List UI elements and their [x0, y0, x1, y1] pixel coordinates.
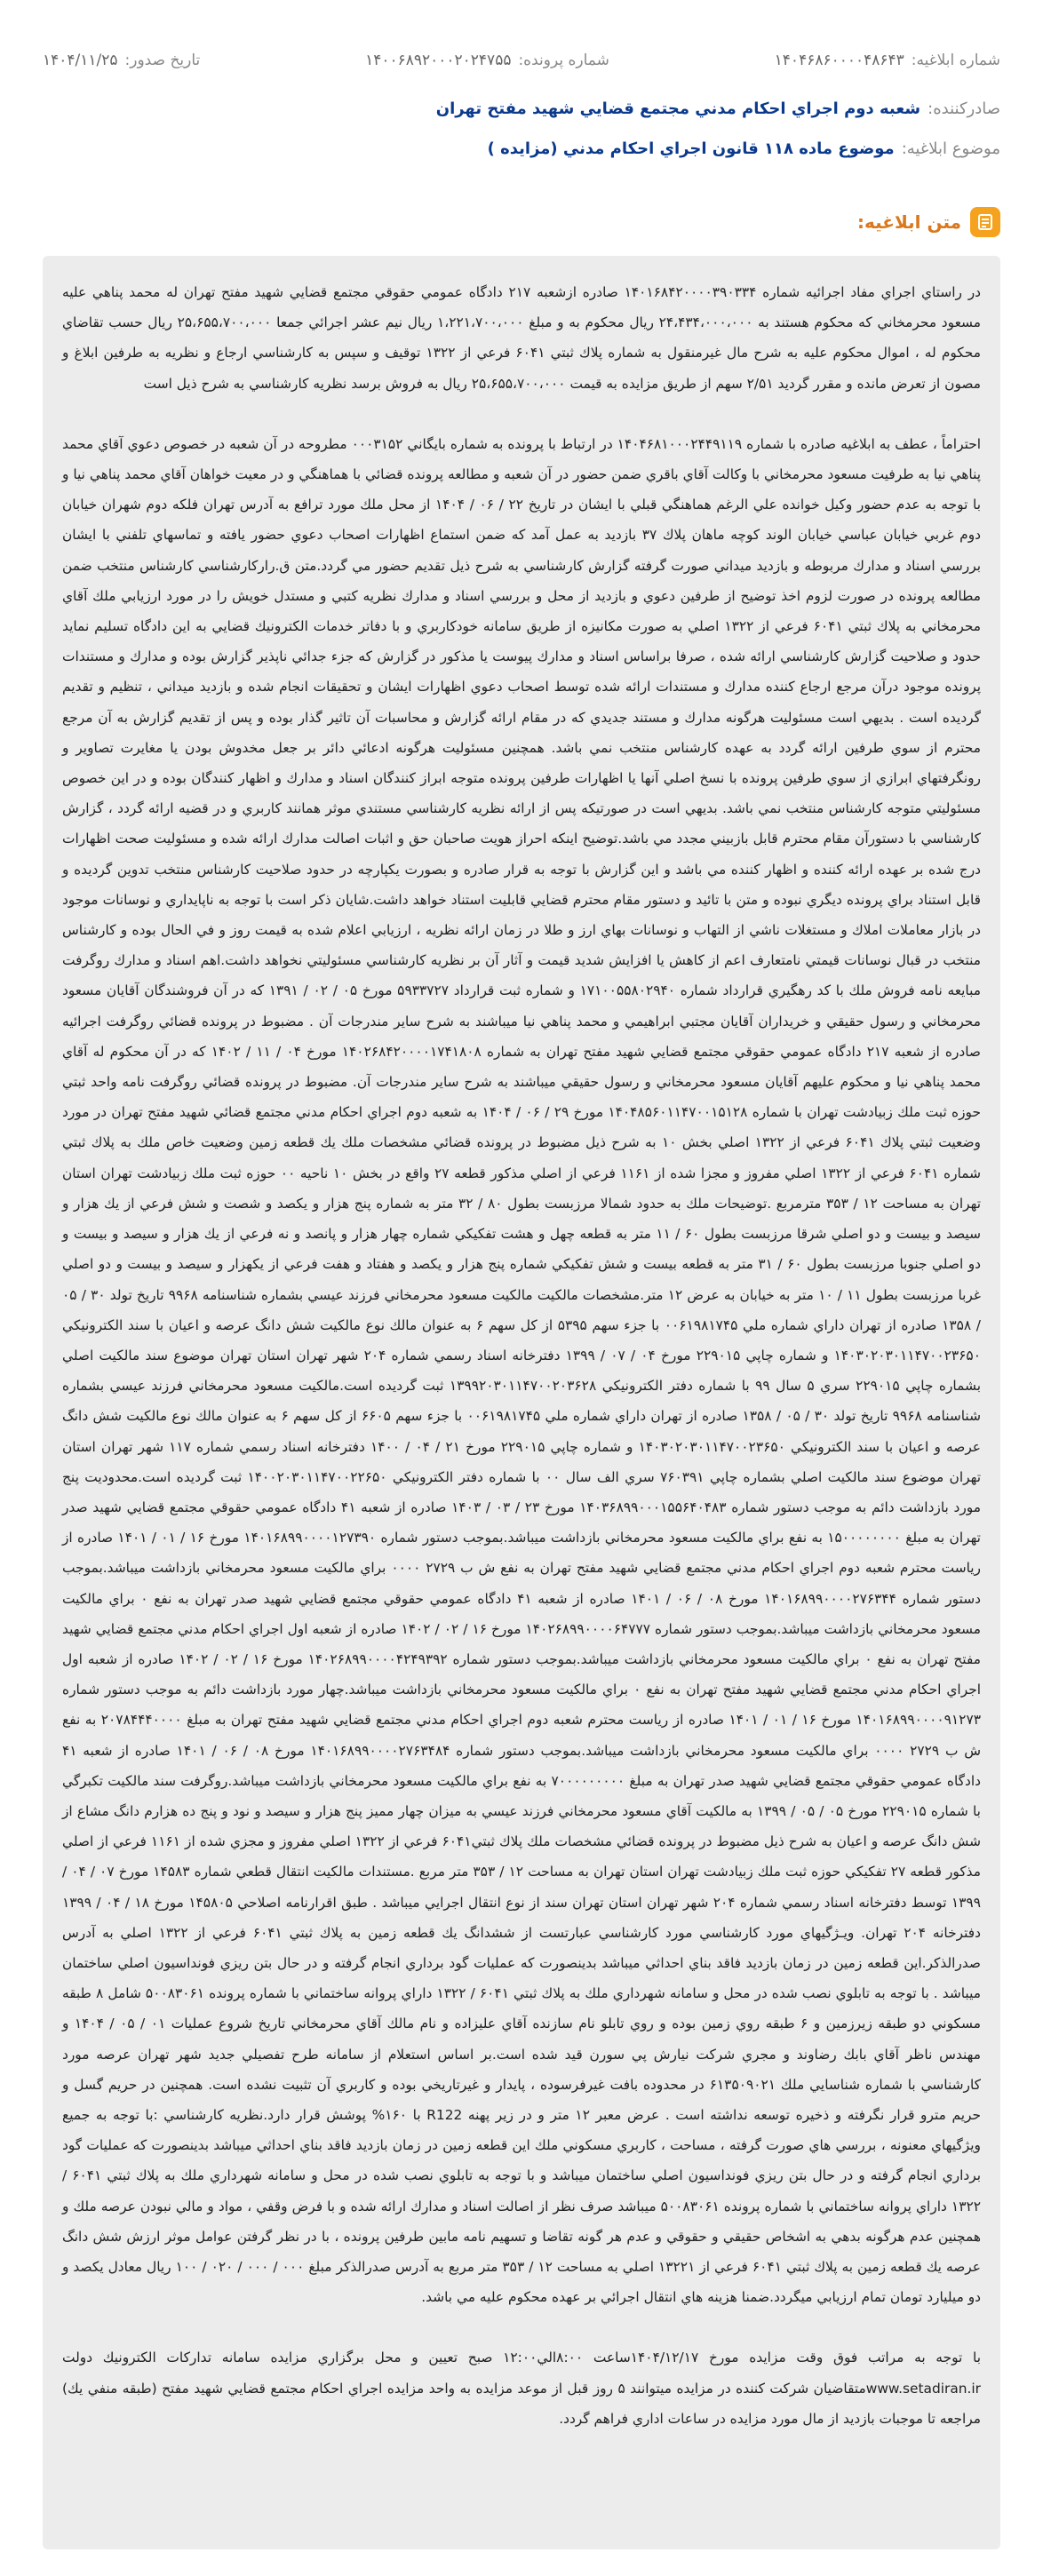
document-text-icon [970, 207, 1000, 237]
issue-date-label: تاریخ صدور: [124, 52, 201, 69]
notice-paragraph-expert-report: احتراماً ، عطف به ابلاغيه صادره با شماره ۱۴۰۴۶۸۱۰۰۰۲۴۴۹۱۱۹ در ارتباط با پرونده به شماره بايگاني ۰۰۰۳۱۵۲ مطروحه در آن شعبه در خصوص دعوي آقاي محمد پناهي نيا به طرفيت مسعود محرمخاني با وكالت آقاي باقري ضمن حضور در آن شعبه و مطالعه پرونده قضائي با هماهنگي و در معيت خواهان آقاي محمد پناهي نيا و با توجه به عدم حضور وكيل خوانده علي الرغم هماهنگي قبلي با ايشان در تاريخ ۲۲ / ۰۶ / ۱۴۰۴ از محل ملك مورد ترافع به آدرس تهران فلكه دوم شهران خيابان دوم غربي خيابان عباسي خيابان الوند كوچه ماهان پلاك ۳۷ بازديد به عمل آمد كه ضمن استماع اظهارات اصحاب دعوي حضور يافته و تماسهاي تلفني با ايشان بررسي اسناد و مدارك مربوطه و بازديد ميداني صورت گرفته گزارش كارشناسي به شرح ذيل تقديم حضور مي گردد.متن ق.راركارشناسي كارشناس منتخب ضمن مطالعه پرونده در صورت لزوم اخذ توضيح از طرفين دعوي و بازديد از محل و بررسي اسناد و مدارك نظريه كتبي و مستدل خويش را در مورد ارزيابي ملك آقاي محرمخاني به پلاك ثبتي ۶۰۴۱ فرعي از ۱۳۲۲ اصلي به صورت مكانيزه از طريق سامانه خودكاربري و با دفاتر خدمات الكترونيك قضايي به اين دادگاه تسليم نمايد حدود و صلاحيت گزارش كارشناسي ارائه شده ، صرفا براساس اسناد و مدارك پيوست يا مذكور در گزارش كه جزء جدائي ناپذير گزارش بوده و مدارك و مستندات پرونده موجود درآن مرجع ارجاع كننده مدارك و مستندات ارائه شده توسط اصحاب دعوي اظهارات ايشان و تحقيقات انجام شده و بازديد ميداني ، تنظيم و تقديم گرديده است . بديهي است مسئوليت هرگونه مدارك و مستند جديدي كه در مقام ارائه گزارش و محاسبات آن تاثير گذار بوده و پس از تقديم گزارش به آن مرجع محترم از سوي طرفين ارائه گردد به عهده كارشناس منتخب نمي باشد. همچنين مسئوليت هرگونه ادعائي دائر بر جعل مخدوش بودن يا مغايرت تصاوير و رونگرفتهاي ابرازي از سوي طرفين پرونده با نسخ اصلي آنها يا اظهارات طرفين پرونده متوجه ابراز كنندگان اسناد و مدارك و اظهار كنندگان بوده و در اين خصوص مسئوليتي متوجه كارشناس منتخب نمي باشد. بديهي است در صورتيكه پس از ارائه نظريه كارشناسي مستندي موثر همانند كاربري و در قضيه ارائه گردد ، گزارش كارشناسي با دستورآن مقام محترم قابل بازبيني مجدد مي باشد.توضيح اينكه احراز هويت صاحبان حق و اثبات اصالت مدارك ارائه شده و مسئوليت صحت اظهارات درج شده بر عهده ارائه كننده و اظهار كننده مي باشد و اين گزارش با توجه به قرار صادره و بصورت يكپارچه در حدود صلاحيت كارشناس منتخب تدوين گرديده و قابل استناد براي پرونده ديگري نبوده و متن با تائيد و دستور مقام محترم قضايي قابليت استناد خواهد داشت.شايان ذكر است با توجه به ناپايداري و نوسانات موجود در بازار معاملات املاك و مستغلات ناشي از التهاب و نوسانات بهاي ارز و طلا در زمان ارائه نظريه ، ارزيابي اعلام شده به قيمت روز و في الحال بوده و كارشناس منتخب در قبال نوسانات قيمتي نامتعارف اعم از كاهش يا افزايش شديد قيمت و آثار آن بر نظريه كارشناسي مسئوليتي نخواهد داشت.اهم اسناد و مدارك روگرفت مبايعه نامه فروش ملك با كد رهگيري قرارداد شماره ۱۷۱۰۰۵۵۸۰۲۹۴۰ و شماره ثبت قرارداد ۵۹۳۳۷۲۷ مورخ ۰۵ / ۰۲ / ۱۳۹۱ كه در آن فروشندگان آقايان مسعود محرمخاني و رسول حقيقي و خريداران آقايان مجتبي ابراهيمي و محمد پناهي نيا ميباشند به شرح ساير مندرجات آن . مضبوط در پرونده قضائي روگرفت اجرائيه صادره از شعبه ۲۱۷ دادگاه عمومي حقوقي مجتمع قضايي شهيد مفتح تهران به شماره ۱۴۰۲۶۸۴۲۰۰۰۰۱۷۴۱۸۰۸ مورخ ۰۴ / ۱۱ / ۱۴۰۲ كه در آن محكوم له آقاي محمد پناهي نيا و محكوم عليهم آقايان مسعود محرمخاني و رسول حقيقي ميباشند به شرح ساير مندرجات آن. مضبوط در پرونده قضائي روگرفت نامه واحد ثبتي حوزه ثبت ملك زبيادشت تهران با شماره ۱۴۰۴۸۵۶۰۱۱۴۷۰۰۱۵۱۲۸ مورخ ۲۹ / ۰۶ / ۱۴۰۴ به شعبه دوم اجراي احكام مدني مجتمع قضائي شهيد مفتح تهران در مورد وضعيت ثبتي پلاك ۶۰۴۱ فرعي از ۱۳۲۲ اصلي بخش ۱۰ به شرح ذيل مضبوط در پرونده قضائي مشخصات ملك يك قطعه زمين وضعيت خاص ملك به پلاك ثبتي شماره ۶۰۴۱ فرعي از ۱۳۲۲ اصلي مفروز و مجزا شده از ۱۱۶۱ فرعي از اصلي مذكور قطعه ۲۷ واقع در بخش ۱۰ ناحيه ۰۰ حوزه ثبت ملك زبيادشت تهران استان تهران به مساحت ۱۲ / ۳۵۳ مترمربع .توضيحات ملك به حدود شمالا مرزبست بطول ۸۰ / ۳۲ متر به شماره پنج هزار و يكصد و شصت و شش فرعي از يك هزار و سيصد و بيست و دو اصلي شرقا مرزبست بطول ۶۰ / ۱۱ متر به قطعه چهل و هشت تفكيكي شماره چهار هزار و پانصد و نه فرعي از يك هزار و سيصد و بيست و دو اصلي جنوبا مرزبست بطول ۶۰ / ۳۱ متر به قطعه بيست و شش تفكيكي شماره پنج هزار و يكصد و هفتاد و هفت فرعي از يكهزار و سيصد و بيست و دو اصلي غربا مرزبست بطول ۱۱ / ۱۰ متر به خيابان به عرض ۱۲ متر.مشخصات مالكيت مالكيت مسعود محرمخاني فرزند عيسي بشماره شناسنامه ۹۹۶۸ تاريخ تولد ۳۰ / ۰۵ / ۱۳۵۸ صادره از تهران داراي شماره ملي ۰۰۶۱۹۸۱۷۴۵ با جزء سهم ۵۳۹۵ از كل سهم ۶ به عنوان مالك نوع مالكيت شش دانگ عرصه و اعيان با سند الكترونيكي ۱۴۰۳۰۲۰۳۰۱۱۴۷۰۰۲۳۶۵۰ و شماره چاپي ۲۲۹۰۱۵ مورخ ۰۴ / ۰۷ / ۱۳۹۹ دفترخانه اسناد رسمي شماره ۲۰۴ شهر تهران استان تهران موضوع سند مالكيت اصلي بشماره چاپي ۲۲۹۰۱۵ سري ۵ سال ۹۹ با شماره دفتر الكترونيكي ۱۳۹۹۲۰۳۰۱۱۴۷۰۰۲۰۳۶۲۸ ثبت گرديده است.مالكيت مسعود محرمخاني فرزند عيسي بشماره شناسنامه ۹۹۶۸ تاريخ تولد ۳۰ / ۰۵ / ۱۳۵۸ صادره از تهران داراي شماره ملي ۰۰۶۱۹۸۱۷۴۵ با جزء سهم ۶۶۰۵ از كل سهم ۶ به عنوان مالك نوع مالكيت شش دانگ عرصه و اعيان با سند الكترونيكي ۱۴۰۳۰۲۰۳۰۱۱۴۷۰۰۲۳۶۵۰ و شماره چاپي ۲۲۹۰۱۵ مورخ ۲۱ / ۰۴ / ۱۴۰۰ دفترخانه اسناد رسمي شماره ۱۱۷ شهر تهران استان تهران موضوع سند مالكيت اصلي بشماره چاپي ۷۶۰۳۹۱ سري الف سال ۰۰ با شماره دفتر الكترونيكي ۱۴۰۰۲۰۳۰۱۱۴۷۰۰۲۲۶۵۰ ثبت گرديده است.محدوديت پنج مورد بازداشت دائم به موجب دستور شماره ۱۴۰۳۶۸۹۹۰۰۰۱۵۵۶۴۰۴۸۳ مورخ ۲۳ / ۰۳ / ۱۴۰۳ صادره از شعبه ۴۱ دادگاه عمومي حقوقي مجتمع قضايي شهيد صدر تهران به مبلغ ۱۵۰۰۰۰۰۰۰۰ به نفع براي مالكيت مسعود محرمخاني بازداشت ميباشد.بموجب دستور شماره ۱۴۰۱۶۸۹۹۰۰۰۰۱۲۷۳۹۰ مورخ ۱۶ / ۰۱ / ۱۴۰۱ صادره از رياست محترم شعبه دوم اجراي احكام مدني مجتمع قضايي شهيد مفتح تهران به نفع ش ب ۲۷۲۹ ۰۰۰۰ براي مالكيت مسعود محرمخاني بازداشت ميباشد.بموجب دستور شماره ۱۴۰۱۶۸۹۹۰۰۰۰۲۷۶۳۴۴ مورخ ۰۸ / ۰۶ / ۱۴۰۱ صادره از شعبه ۴۱ دادگاه عمومي حقوقي مجتمع قضايي شهيد صدر تهران به نفع ۰ براي مالكيت مسعود محرمخاني بازداشت ميباشد.بموجب دستور شماره ۱۴۰۲۶۸۹۹۰۰۰۰۶۴۷۷۷ مورخ ۱۶ / ۰۲ / ۱۴۰۲ صادره از شعبه اول اجراي احكام مدني مجتمع قضايي شهيد مفتح تهران به نفع ۰ براي مالكيت مسعود محرمخاني بازداشت ميباشد.بموجب دستور شماره ۱۴۰۲۶۸۹۹۰۰۰۰۴۲۴۹۳۹۲ مورخ ۱۶ / ۰۲ / ۱۴۰۲ صادره از شعبه اول اجراي احكام مدني مجتمع قضايي شهيد مفتح تهران به نفع ۰ براي مالكيت مسعود محرمخاني بازداشت ميباشد.چهار مورد بازداشت دائم به موجب دستور شماره ۱۴۰۱۶۸۹۹۰۰۰۰۹۱۲۷۳ مورخ ۱۶ / ۰۱ / ۱۴۰۱ صادره از رياست محترم شعبه دوم اجراي احكام مدني مجتمع قضايي شهيد مفتح تهران به مبلغ ۲۰۷۸۴۴۴۰۰۰۰ به نفع ش ب ۲۷۲۹ ۰۰۰۰ براي مالكيت مسعود محرمخاني بازداشت ميباشد.بموجب دستور شماره ۱۴۰۱۶۸۹۹۰۰۰۰۲۷۶۳۴۸۴ مورخ ۰۸ / ۰۶ / ۱۴۰۱ صادره از شعبه ۴۱ دادگاه عمومي حقوقي مجتمع قضايي شهيد صدر تهران به مبلغ ۷۰۰۰۰۰۰۰۰۰ به نفع براي مالكيت مسعود محرمخاني بازداشت ميباشد.روگرفت سند مالكيت تكبرگي با شماره ۲۲۹۰۱۵ مورخ ۰۵ / ۰۵ / ۱۳۹۹ به مالكيت آقاي مسعود محرمخاني فرزند عيسي به ميزان چهار مميز پنج هزار و سيصد و نود و پنج ده هزارم دانگ مشاع از شش دانگ عرصه و اعيان به شرح ذيل مضبوط در پرونده قضائي مشخصات ملك پلاك ثبتي۶۰۴۱ فرعي از ۱۳۲۲ اصلي مفروز و مجزي شده از ۱۱۶۱ فرعي از اصلي مذكور قطعه ۲۷ تفكيكي حوزه ثبت ملك زبيادشت تهران استان تهران به مساحت ۱۲ / ۳۵۳ متر مربع .مستندات مالكيت انتقال قطعي شماره ۱۴۵۸۳ مورخ ۰۷ / ۰۴ / ۱۳۹۹ توسط دفترخانه اسناد رسمي شماره ۲۰۴ شهر تهران استان تهران سند از نوع انتقال اجرايي ميباشد . طبق اقرارنامه اصلاحي ۱۴۵۸۰۵ مورخ ۱۸ / ۰۴ / ۱۳۹۹ دفترخانه ۲۰۴ تهران. ويـژگيهاي مورد كارشناسي مورد كارشناسي عبارتست از ششدانگ يك قطعه زمين به پلاك ثبتي ۶۰۴۱ فرعي از ۱۳۲۲ اصلي به آدرس صدرالذكر.اين قطعه زمين در زمان بازديد فاقد بناي احداثي ميباشد بدينصورت كه عمليات گود برداري انجام گرفته و در حال بتن ريزي فونداسيون اصلي ساختمان ميباشد . با توجه به تابلوي نصب شده در محل و سامانه شهرداري ملك به پلاك ثبتي ۶۰۴۱ / ۱۳۲۲ داراي پروانه ساختماني با شماره پرونده ۵۰۰۸۳۰۶۱ شامل ۸ طبقه مسكوني دو طبقه زيرزمين و ۶ طبقه روي زمين بوده و روي تابلو نام سازنده آقاي علیزاده و نام مالك آقاي محرمخاني تاريخ شروع عمليات ۰۱ / ۰۵ / ۱۴۰۴ و مهندس ناظر آقاي بابك رضاوند و مجري شركت نيارش پي سورن قيد شده است.بر اساس استعلام از سامانه طرح تفصيلي جديد شهر تهران عرصه مورد كارشناسي با شماره شناسايي ملك ۶۱۳۵۰۹۰۲۱ در محدوده بافت غيرفرسوده ، پايدار و غيرتاريخي بوده و كاربري آن تثبيت نشده است. همچنين در حريم گسل و حريم مترو قرار نگرفته و ذخيره توسعه نداشته است . عرض معبر ۱۲ متر و در زير پهنه R122 با ۱۶۰% پوشش قرار دارد.نظريه كارشناسي :با توجه به جميع ويژگيهاي معنونه ، بررسي هاي صورت گرفته ، مساحت ، كاربري مسكوني ملك اين قطعه زمين در زمان بازديد فاقد بناي احداثي ميباشد بدينصورت كه عمليات گود برداري انجام گرفته و در حال بتن ريزي فونداسيون اصلي ساختمان ميباشد و با توجه به تابلوي نصب شده در محل و سامانه شهرداري ملك به پلاك ثبتي ۶۰۴۱ / ۱۳۲۲ داراي پروانه ساختماني با شماره پرونده ۵۰۰۸۳۰۶۱ ميباشد صرف نظر از اصالت اسناد و مدارك ارائه شده و با فرض وقفي ، مواد و مالي نبودن عرصه ملك و همچنين عدم هرگونه بدهي به اشخاص حقيقي و حقوقي و عدم هر گونه تقاضا و تسهيم نامه مابين طرفين پرونده ، با در نظر گرفتن عوامل موثر ارزش شش دانگ عرصه يك قطعه زمين به پلاك ثبتي ۶۰۴۱ فرعي از ۱۳۲۲۱ اصلي به مساحت ۱۲ / ۳۵۳ متر مربع به آدرس صدرالذكر مبلغ ۰۰۰ / ۰۰۰ / ۰۲۰ / ۱۰۰ ريال معادل يكصد و دو ميليارد تومان تمام ارزيابي ميگردد.ضمنا هزينه هاي انتقال اجرائي بر عهده محكوم عليه مي باشد. [62, 435, 982, 2306]
notice-paragraph-intro: در راستاي اجراي مفاد اجرائيه شماره ۱۴۰۱۶۸۴۲۰۰۰۰۳۹۰۳۳۴ صادره ازشعبه ۲۱۷ دادگاه عمومي حقوقي مجتمع قضايي شهيد مفتح تهران له محمد پناهي عليه مسعود محرمخاني كه محكوم هستند به ۲۴،۴۳۴،۰۰۰،۰۰۰ ريال محكوم به و مبلغ ۱،۲۲۱،۷۰۰،۰۰۰ ريال نيم عشر اجرائي جمعا ۲۵،۶۵۵،۷۰۰،۰۰۰ ريال حسب تقاضاي محكوم له ، اموال محكوم عليه به شرح مال غيرمنقول به شماره پلاك ثبتي ۶۰۴۱ فرعي از ۱۳۲۲ توقيف و سپس به كارشناسي ارجاع و نظريه به طرفين ابلاغ و مصون از تعرض مانده و مقرر گرديد ۲/۵۱ سهم از طريق مزايده به قيمت ۲۵،۶۵۵،۷۰۰،۰۰۰ ريال به فروش برسد نظريه كارشناسي به شرح ذيل است [62, 284, 981, 392]
subject-value: موضوع ماده ۱۱۸ قانون اجراي احكام مدني (مزايده ) [487, 139, 895, 158]
notice-number-value: ۱۴۰۴۶۸۶۰۰۰۰۴۸۶۴۳ [774, 52, 904, 69]
notice-meta-row [43, 43, 1000, 78]
case-number-value: ۱۴۰۰۶۸۹۲۰۰۰۲۰۲۴۷۵۵ [365, 52, 512, 69]
issue-date-value: ۱۴۰۴/۱۱/۲۵ [43, 52, 118, 69]
issuer-label: صادرکننده: [928, 99, 1000, 118]
case-number [365, 52, 609, 69]
issue-date [43, 52, 200, 69]
case-number-label: شماره پرونده: [518, 52, 609, 69]
issuer-line [43, 99, 1000, 118]
notice-number [775, 52, 1000, 69]
notice-number-label: شماره ابلاغیه: [911, 52, 1000, 69]
notice-body [43, 256, 1000, 2549]
notice-text-title: متن ابلاغیه: [856, 211, 961, 233]
notice-text-header [43, 204, 1000, 240]
notice-paragraph-auction: با توجه به مراتب فوق وقت مزايده مورخ ۱۴۰۴/۱۲/۱۷ساعت ۸:۰۰الي۱۲:۰۰ صبح تعيين و محل برگزاري مزايده سامانه تداركات الكترونيك دولت www.setadiran.irمتقاضيان شركت كننده در مزايده ميتوانند ۵ روز قبل از موعد مزايده به واحد مزايده اجراي احكام مجتمع قضايي شهيد مفتح (طبقه منفي يك) مراجعه تا موجبات بازديد از مال مورد مزايده در ساعات اداري فراهم گردد. [62, 2349, 981, 2427]
subject-label: موضوع ابلاغیه: [901, 139, 1000, 158]
issuer-value: شعبه دوم اجراي احكام مدني مجتمع قضايي شهيد مفتح تهران [435, 99, 921, 118]
subject-line [43, 139, 1000, 158]
